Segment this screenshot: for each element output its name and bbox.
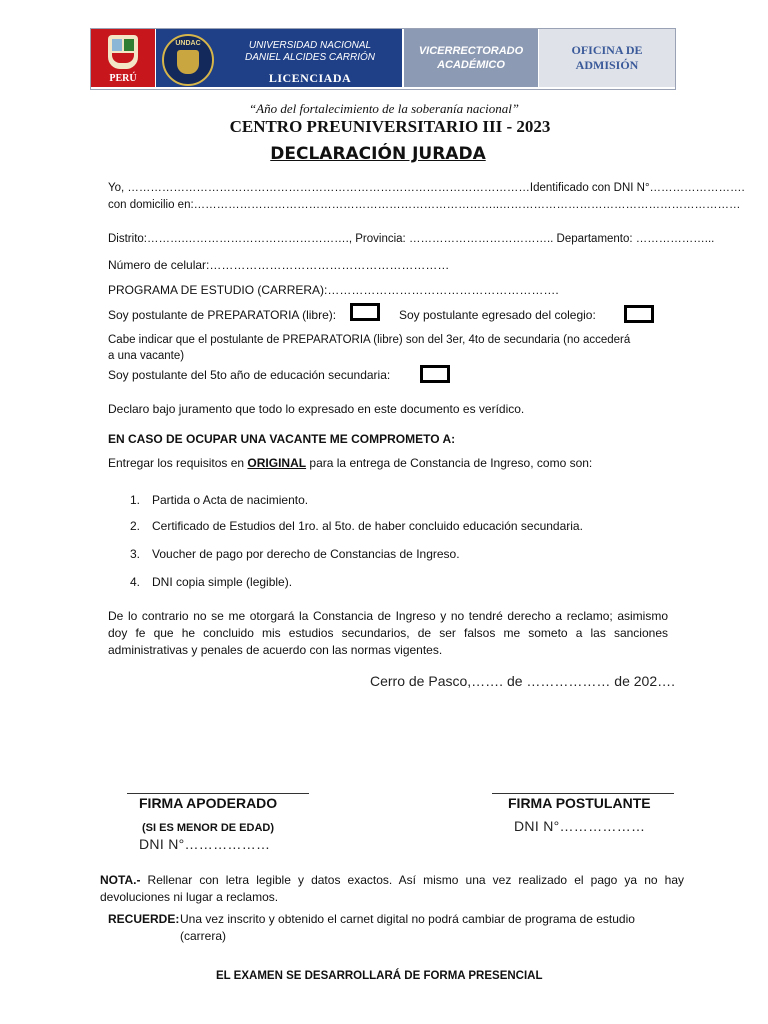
place-date-line: Cerro de Pasco,……. de ……………… de 202…. — [370, 673, 675, 689]
university-logo-icon — [162, 34, 214, 86]
requirement-text: Certificado de Estudios del 1ro. al 5to. de haber concluido educación secundaria. — [152, 519, 583, 533]
university-name-line2: DANIEL ALCIDES CARRIÓN — [244, 52, 376, 63]
university-banner — [156, 29, 404, 87]
intro-before: Entregar los requisitos en — [108, 456, 248, 470]
requirement-number: 4. — [130, 575, 141, 589]
peru-emblem — [91, 29, 156, 87]
address-line: con domicilio en:……………………………………………………………………..……………………………………………………… — [108, 199, 741, 211]
vice-line2: ACADÉMICO — [437, 59, 505, 71]
office-line2: ADMISIÓN — [575, 58, 639, 72]
quinto-checkbox[interactable] — [420, 365, 450, 383]
closing-paragraph: De lo contrario no se me otorgará la Constancia de Ingreso y no tendré derecho a reclamo; asimismo doy fe que he concluido mis estudios secundarios, de ser falsos me someto a las sanciones administrativas y penales de acuerdo con las normas vigentes. — [108, 609, 668, 657]
intro-original: ORIGINAL — [247, 456, 307, 470]
requirement-item — [130, 492, 308, 508]
preparatoria-label: Soy postulante de PREPARATORIA (libre): — [108, 308, 337, 322]
office-line1: OFICINA DE — [571, 43, 643, 57]
intro-after: para la entrega de Constancia de Ingreso, como son: — [306, 456, 593, 470]
egresado-checkbox[interactable] — [624, 305, 654, 323]
name-dni-line: Yo, ……………………………………………………………………………………………Identificado con DNI N°……………………. — [108, 182, 745, 194]
preparatoria-note-line1: Cabe indicar que el postulante de PREPARATORIA (libre) son del 3er, 4to de secundaria (no accederá — [108, 334, 631, 346]
requirement-number: 3. — [130, 547, 141, 561]
requirement-item — [130, 546, 460, 562]
guardian-minor-note: (SI ES MENOR DE EDAD) — [142, 822, 275, 834]
applicant-signature-label: FIRMA POSTULANTE — [508, 795, 651, 811]
guardian-signature-label: FIRMA APODERADO — [139, 795, 278, 811]
requirement-number: 2. — [130, 519, 141, 533]
requirement-item — [130, 574, 292, 590]
recuerde-line1: Una vez inscrito y obtenido el carnet digital no podrá cambiar de programa de estudio — [180, 912, 635, 926]
peru-label: PERÚ — [109, 73, 137, 84]
commitment-heading: EN CASO DE OCUPAR UNA VACANTE ME COMPROMETO A: — [108, 432, 456, 446]
preparatoria-checkbox[interactable] — [350, 303, 380, 321]
requirement-number: 1. — [130, 493, 141, 507]
recuerde-label: RECUERDE: — [108, 912, 180, 926]
requirement-text: Partida o Acta de nacimiento. — [152, 493, 309, 507]
requirement-text: DNI copia simple (legible). — [152, 575, 293, 589]
recuerde-line2: (carrera) — [180, 929, 227, 943]
vice-rectorate-banner — [404, 29, 539, 87]
licensed-label: LICENCIADA — [268, 71, 352, 85]
egresado-label: Soy postulante egresado del colegio: — [399, 308, 596, 322]
applicant-dni: DNI N°……………… — [514, 818, 646, 834]
guardian-dni: DNI N°……………… — [139, 836, 271, 852]
quinto-label: Soy postulante del 5to año de educación secundaria: — [108, 368, 391, 382]
program-line: PROGRAMA DE ESTUDIO (CARRERA):…………………………………………………. — [108, 283, 559, 297]
applicant-signature-line — [492, 793, 674, 794]
district-line: Distrito:……….……………………………………., Provincia: ……………………………….. Departamento: ………………... — [108, 233, 715, 245]
commitment-intro — [108, 455, 592, 471]
requirement-text: Voucher de pago por derecho de Constancias de Ingreso. — [152, 547, 460, 561]
phone-line: Número de celular:…………………………………………………… — [108, 258, 450, 272]
logo-text: UNDAC — [175, 40, 201, 47]
vice-line1: VICERRECTORADO — [418, 45, 524, 57]
university-name-line1: UNIVERSIDAD NACIONAL — [248, 40, 372, 51]
guardian-signature-line — [127, 793, 309, 794]
document-title: CENTRO PREUNIVERSITARIO III - 2023 — [229, 117, 551, 136]
document-header — [90, 28, 676, 90]
coat-of-arms-icon — [108, 35, 138, 69]
nota-text: Rellenar con letra legible y datos exactos. Así mismo una vez realizado el pago ya no hay devoluciones ni lugar a reclamos. — [100, 873, 684, 904]
year-motto: “Año del fortalecimiento de la soberanía nacional” — [248, 101, 520, 116]
admissions-office-banner — [539, 29, 675, 87]
requirement-item — [130, 518, 583, 534]
exam-modality-footer: EL EXAMEN SE DESARROLLARÁ DE FORMA PRESENCIAL — [216, 970, 543, 982]
logo-shield-icon — [177, 50, 199, 74]
preparatoria-note-line2: a una vacante) — [108, 350, 185, 362]
nota-block — [100, 872, 684, 906]
oath-statement: Declaro bajo juramento que todo lo expresado en este documento es verídico. — [108, 402, 525, 416]
nota-label: NOTA.- — [100, 873, 141, 887]
document-subtitle: DECLARACIÓN JURADA — [270, 144, 486, 164]
